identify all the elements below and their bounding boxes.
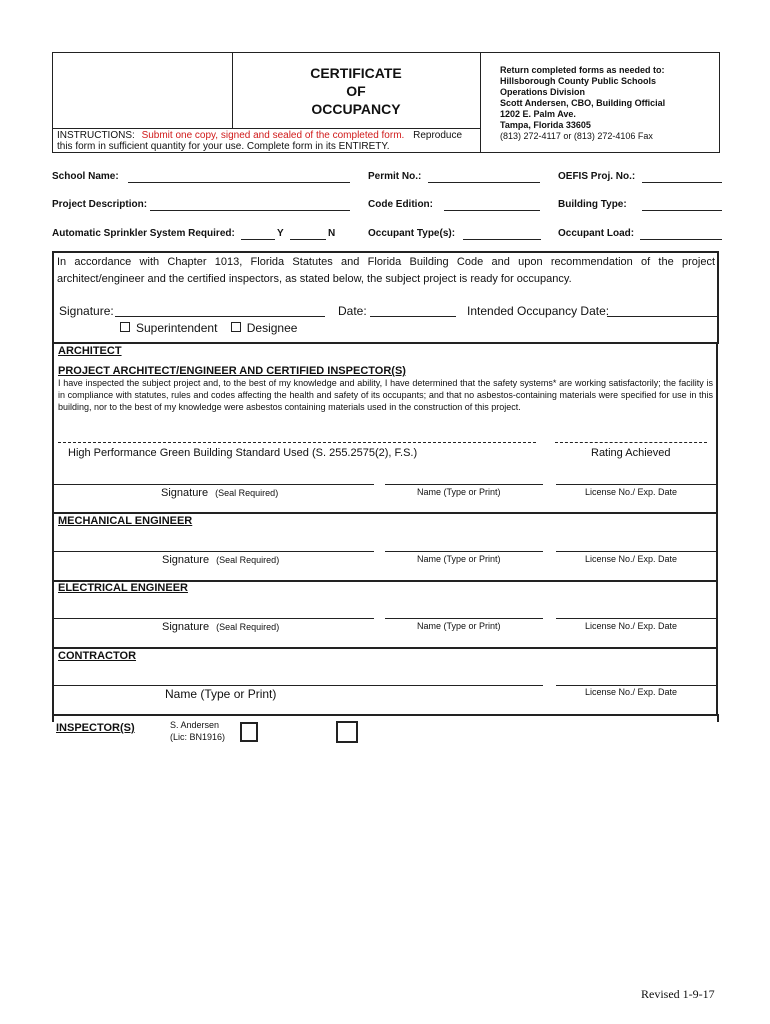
architect-statement-text: I have inspected the subject project and, to the best of my knowledge and ability, I have determined that the safety systems* are working satisfactorily; the facility is in compliance with statutes, rules and codes affecting the health and safety of its occupants; and that no asbestos-containing materials were specified for use in this building, nor to the best of my knowledge were asbestos containing materials used in the construction of this project.: [58, 378, 713, 412]
project-description-label: Project Description:: [52, 199, 148, 210]
rating-achieved-field[interactable]: [555, 442, 707, 443]
contractor-name-field[interactable]: [54, 685, 543, 686]
superintendent-option-label: Superintendent: [136, 321, 218, 335]
return-line-1: Return completed forms as needed to:: [500, 65, 665, 75]
sprinkler-no-field[interactable]: [290, 239, 326, 240]
electrical-license-label: License No./ Exp. Date: [585, 621, 678, 631]
green-standard-label: High Performance Green Building Standard Used (S. 255.2575(2), F.S.): [68, 447, 418, 459]
header-divider-horizontal: [52, 128, 480, 129]
superintendent-signature-label: Signature:: [59, 304, 114, 318]
permit-no-label: Permit No.:: [368, 171, 422, 182]
electrical-signature-label: [162, 621, 279, 633]
header-divider-right: [480, 52, 481, 153]
form-title-line-2: OF: [346, 83, 366, 99]
building-type-label: Building Type:: [558, 199, 627, 210]
architect-name-label: Name (Type or Print): [417, 487, 501, 497]
instructions-label: INSTRUCTIONS:: [57, 130, 135, 141]
inspector-license: (Lic: BN1916): [170, 732, 226, 742]
superintendent-signature-field[interactable]: [115, 316, 325, 317]
occupant-load-label: Occupant Load:: [558, 228, 635, 239]
electrical-name-label: Name (Type or Print): [417, 621, 501, 631]
contractor-license-field[interactable]: [556, 685, 718, 686]
certification-paragraph: In accordance with Chapter 1013, Florida Statutes and Florida Building Code and upon recommendation of the project architect/engineer and the certified inspectors, as stated below, the subject project is ready for occupancy.: [57, 256, 715, 285]
architect-seal-required: (Seal Required): [215, 488, 279, 498]
architect-signature-word: Signature: [161, 487, 209, 499]
instructions-line-2: this form in sufficient quantity for your use. Complete form in its ENTIRETY.: [57, 141, 390, 152]
return-line-4: Scott Andersen, CBO, Building Official: [500, 98, 666, 108]
electrical-heading: ELECTRICAL ENGINEER: [58, 582, 188, 594]
oefis-field[interactable]: [642, 182, 722, 183]
sprinkler-yes-label: Y: [277, 228, 284, 239]
signer-role-options: [120, 321, 297, 335]
certification-text: [57, 254, 715, 288]
electrical-name-field[interactable]: [385, 618, 543, 619]
architect-license-label: License No./ Exp. Date: [585, 487, 678, 497]
return-line-6: Tampa, Florida 33605: [500, 120, 591, 130]
mechanical-license-field[interactable]: [556, 551, 718, 552]
mechanical-signature-label: [162, 554, 279, 566]
mechanical-name-label: Name (Type or Print): [417, 554, 501, 564]
electrical-seal-required: (Seal Required): [216, 622, 280, 632]
inspectors-heading: INSPECTOR(S): [56, 722, 135, 734]
inspector-name: S. Andersen: [170, 720, 220, 730]
school-name-label: School Name:: [52, 171, 119, 182]
return-phone: (813) 272-4117 or (813) 272-4106 Fax: [500, 131, 653, 141]
electrical-license-field[interactable]: [556, 618, 718, 619]
sprinkler-yes-field[interactable]: [241, 239, 275, 240]
architect-signature-field[interactable]: [54, 484, 374, 485]
superintendent-checkbox[interactable]: [120, 322, 130, 332]
instructions-red: Submit one copy, signed and sealed of the completed form.: [141, 130, 405, 141]
mechanical-seal-required: (Seal Required): [216, 555, 280, 565]
code-edition-label: Code Edition:: [368, 199, 433, 210]
form-title-line-3: OCCUPANCY: [311, 101, 401, 117]
occupant-types-field[interactable]: [463, 239, 541, 240]
intended-occupancy-date-field[interactable]: [607, 316, 717, 317]
mechanical-license-label: License No./ Exp. Date: [585, 554, 678, 564]
sprinkler-no-label: N: [328, 228, 336, 239]
architect-license-field[interactable]: [556, 484, 718, 485]
occupant-types-label: Occupant Type(s):: [368, 228, 456, 239]
code-edition-field[interactable]: [444, 210, 540, 211]
certification-date-label: Date:: [338, 304, 367, 318]
contractor-license-label: License No./ Exp. Date: [585, 687, 678, 697]
revision-date: Revised 1-9-17: [641, 987, 715, 1001]
electrical-signature-word: Signature: [162, 621, 210, 633]
inspector-right-border: [717, 714, 719, 722]
certification-date-field[interactable]: [370, 316, 456, 317]
mechanical-signature-field[interactable]: [54, 551, 374, 552]
project-description-field[interactable]: [150, 210, 350, 211]
architect-heading: ARCHITECT: [58, 345, 122, 357]
inspector-second-checkbox[interactable]: [336, 721, 358, 743]
architect-name-field[interactable]: [385, 484, 543, 485]
return-line-5: 1202 E. Palm Ave.: [500, 109, 576, 119]
green-standard-field[interactable]: [58, 442, 536, 443]
electrical-signature-field[interactable]: [54, 618, 374, 619]
sprinkler-label: Automatic Sprinkler System Required:: [52, 228, 235, 239]
form-title-line-1: CERTIFICATE: [310, 65, 402, 81]
occupant-load-field[interactable]: [640, 239, 722, 240]
mechanical-heading: MECHANICAL ENGINEER: [58, 515, 193, 527]
rating-achieved-label: Rating Achieved: [591, 447, 671, 459]
inspector-left-border: [52, 714, 54, 722]
contractor-heading: CONTRACTOR: [58, 650, 137, 662]
architect-subheading: PROJECT ARCHITECT/ENGINEER AND CERTIFIED INSPECTOR(S): [58, 365, 406, 377]
return-line-2: Hillsborough County Public Schools: [500, 76, 657, 86]
instructions-line-1: [57, 130, 462, 141]
mechanical-signature-word: Signature: [162, 554, 210, 566]
architect-signature-label: [161, 487, 278, 499]
school-name-field[interactable]: [128, 182, 350, 183]
instructions-reproduce: Reproduce: [413, 130, 463, 141]
inspector-approval-checkbox[interactable]: [240, 722, 258, 742]
oefis-label: OEFIS Proj. No.:: [558, 171, 636, 182]
designee-checkbox[interactable]: [231, 322, 241, 332]
building-type-field[interactable]: [642, 210, 722, 211]
mechanical-name-field[interactable]: [385, 551, 543, 552]
architect-statement: [58, 377, 713, 413]
permit-no-field[interactable]: [428, 182, 540, 183]
contractor-name-label: Name (Type or Print): [165, 687, 277, 701]
contractor-section: [52, 647, 718, 716]
intended-occupancy-date-label: Intended Occupancy Date:: [467, 304, 610, 318]
return-line-3: Operations Division: [500, 87, 586, 97]
designee-option-label: Designee: [246, 321, 298, 335]
